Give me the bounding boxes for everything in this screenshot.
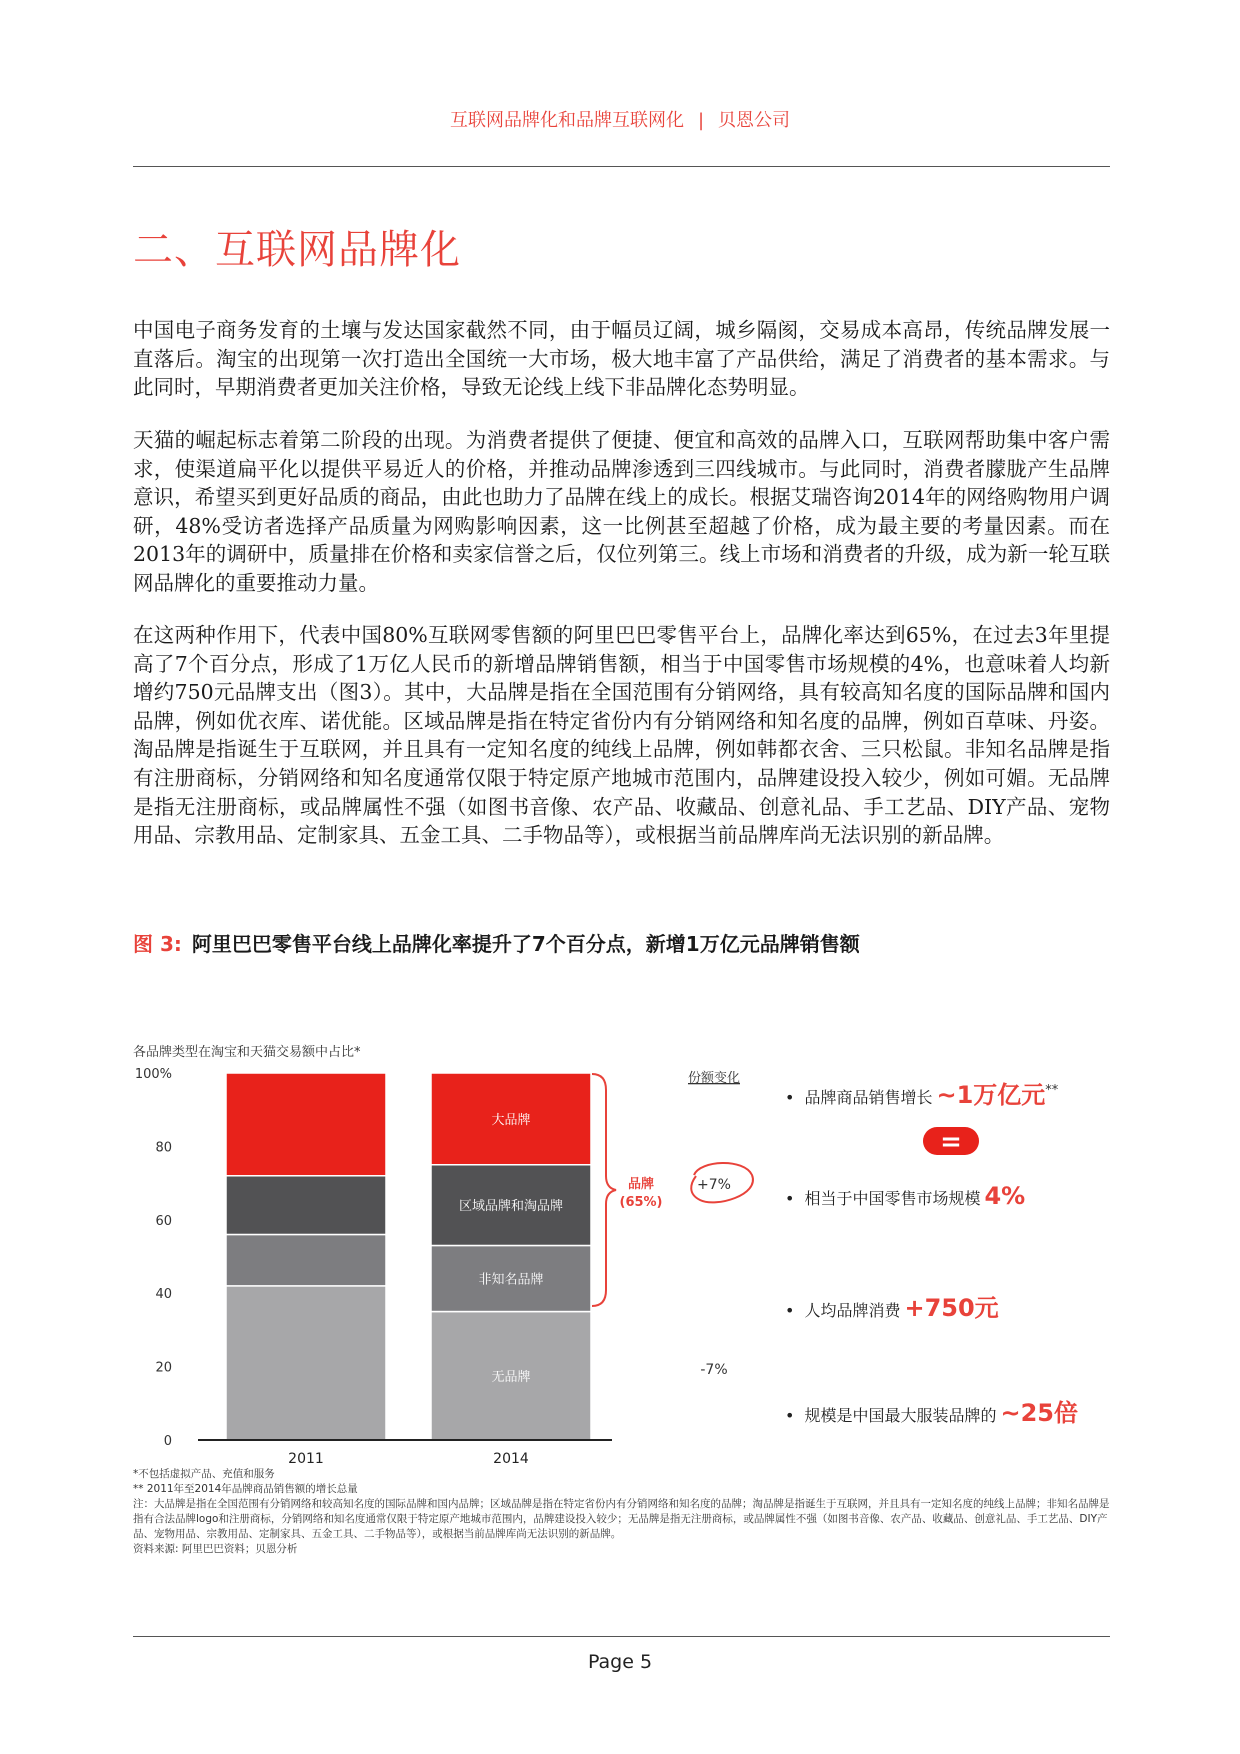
bullet-value: ~1万亿元** [936,1081,1059,1109]
bullet-value: 4% [984,1182,1026,1210]
bar-segment [226,1073,386,1176]
bracket-label-brand: 品牌 [627,1177,655,1192]
segment-label: 大品牌 [491,1112,531,1128]
note-3: 注：大品牌是指在全国范围有分销网络和较高知名度的国际品牌和国内品牌；区域品牌是指在特定省份内有分销网络和知名度的品牌；淘品牌是指诞生于互联网，并且具有一定知名度的纯线上品牌；非知名品牌是指有合法品牌logo和注册商标，分销网络和知名度通常仅限于特定原产地城市范围内，品牌建设投入较少；无品牌是指无注册商标，或品牌属性不强（如图书音像、农产品、收藏品、创意礼品、手工艺品、DIY产品、宠物用品、宗教用品、定制家具、五金工具、二手物品等），或根据当前品牌库尚无法识别的新品牌。 [133,1498,1110,1540]
page-number: Page 5 [587,1651,653,1673]
bullet-text: 规模是中国最大服装品牌的 [804,1406,997,1425]
brand-change-value: +7% [697,1177,731,1193]
figure-number: 图 3: [133,932,182,956]
no-brand-change-value: -7% [700,1362,728,1378]
note-1: *不包括虚拟产品、充值和服务 [133,1468,275,1480]
bullet-dot: • [785,1406,795,1425]
bullet-dot: • [785,1301,795,1320]
share-change-header: 份额变化 [687,1071,741,1086]
note-2: ** 2011年至2014年品牌商品销售额的增长总量 [133,1483,358,1495]
segment-label: 区域品牌和淘品牌 [458,1199,564,1215]
equals-sign: = [940,1127,962,1157]
bullet-value: +750元 [904,1294,999,1322]
bullet-scale [785,1393,1078,1428]
note-source: 资料来源: 阿里巴巴资料；贝恩分析 [133,1543,298,1555]
bar-segment [226,1176,386,1235]
paragraph-3: 在这两种作用下，代表中国80%互联网零售额的阿里巴巴零售平台上，品牌化率达到65%，在过去3年里提高了7个百分点，形成了1万亿人民币的新增品牌销售额，相当于中国零售市场规模的4%，也意味着人均新增约750元品牌支出（图3）。其中，大品牌是指在全国范围有分销网络，具有较高知名度的国际品牌和国内品牌，例如优衣库、诺优能。区域品牌是指在特定省份内有分销网络和知名度的品牌，例如百草味、丹姿。淘品牌是指诞生于互联网，并且具有一定知名度的纯线上品牌，例如韩都衣舍、三只松鼠。非知名品牌是指有注册商标，分销网络和知名度通常仅限于特定原产地城市范围内，品牌建设投入较少，例如可媚。无品牌是指无注册商标，或品牌属性不强（如图书音像、农产品、收藏品、创意礼品、手工艺品、DIY产品、宠物用品、宗教用品、定制家具、五金工具、二手物品等），或根据当前品牌库尚无法识别的新品牌。 [133,623,1110,848]
paragraph-1: 中国电子商务发育的土壤与发达国家截然不同，由于幅员辽阔，城乡隔阂，交易成本高昂，传统品牌发展一直落后。淘宝的出现第一次打造出全国统一大市场，极大地丰富了产品供给，满足了消费者的基本需求。与此同时，早期消费者更加关注价格，导致无论线上线下非品牌化态势明显。 [133,318,1110,400]
header-title: 互联网品牌化和品牌互联网化 [449,110,684,131]
y-tick-label: 20 [155,1360,172,1376]
y-tick-label: 80 [155,1140,172,1156]
footer-rule [133,1636,1110,1637]
header-separator: | [697,110,705,131]
bullet-text: 相当于中国零售市场规模 [804,1189,981,1208]
bracket-label-share: (65%) [619,1195,663,1210]
chart-notes [133,1467,1113,1557]
bullet-text: 人均品牌消费 [804,1301,901,1320]
y-tick-label: 0 [163,1434,172,1449]
bullet-text: 品牌商品销售增长 [804,1088,933,1107]
bullet-dot: • [785,1088,795,1107]
x-tick-label: 2011 [288,1451,324,1467]
header-company: 贝恩公司 [718,110,791,131]
y-tick-label: 40 [155,1287,172,1303]
bullet-sales-growth [785,1075,1058,1110]
bullet-retail-share [785,1182,1025,1210]
bullet-dot: • [785,1189,795,1208]
y-tick-label: 60 [155,1213,172,1229]
y-tick-label: 100% [134,1067,172,1082]
x-tick-label: 2014 [493,1451,529,1467]
paragraph-2: 天猫的崛起标志着第二阶段的出现。为消费者提供了便捷、便宜和高效的品牌入口，互联网帮助集中客户需求，使渠道扁平化以提供平易近人的价格，并推动品牌渗透到三四线城市。与此同时，消费者朦胧产生品牌意识，希望买到更好品质的商品，由此也助力了品牌在线上的成长。根据艾瑞咨询2014年的网络购物用户调研，48%受访者选择产品质量为网购影响因素，这一比例甚至超越了价格，成为最主要的考量因素。而在2013年的调研中，质量排在价格和卖家信誉之后，仅位列第三。线上市场和消费者的升级，成为新一轮互联网品牌化的重要推动力量。 [133,428,1110,595]
brand-bracket [592,1074,616,1306]
section-title: 二、互联网品牌化 [133,227,461,273]
bullet-value: ~25倍 [1000,1399,1078,1427]
bar-segment [226,1234,386,1285]
figure-title: 阿里巴巴零售平台线上品牌化率提升了7个百分点，新增1万亿元品牌销售额 [191,932,860,956]
bar-segment [226,1286,386,1440]
chart-title: 各品牌类型在淘宝和天猫交易额中占比* [133,1045,361,1060]
segment-label: 非知名品牌 [478,1272,544,1288]
segment-label: 无品牌 [491,1369,531,1385]
bullet-per-capita [785,1288,999,1323]
